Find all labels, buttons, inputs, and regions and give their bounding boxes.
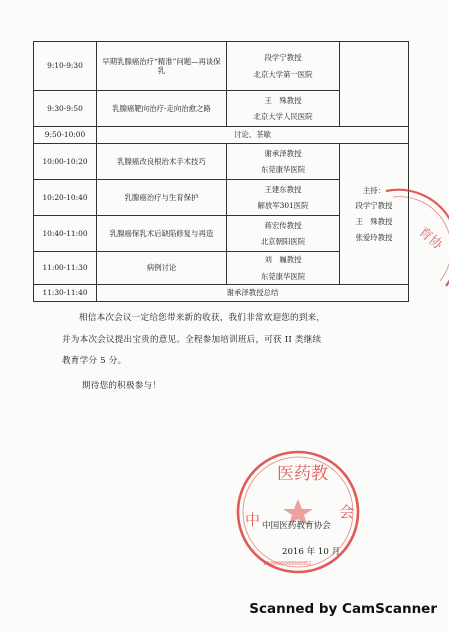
scanner-watermark: Scanned by CamScanner — [249, 601, 437, 617]
table-row — [34, 42, 409, 91]
time-cell: 10:40-11:00 — [34, 216, 97, 252]
organization-seal-stamp — [233, 447, 363, 577]
host-name: 王 殊教授 — [355, 217, 393, 226]
time-cell: 9:30-9:50 — [34, 91, 97, 127]
topic-cell: 乳腺癌改良根治术手术技巧 — [97, 144, 227, 180]
speaker-org: 东莞康华医院 — [260, 271, 306, 281]
table-row — [34, 285, 409, 302]
topic-cell: 乳腺癌保乳术后缺陷修复与再造 — [97, 216, 227, 252]
break-cell: 讨论、茶歇 — [97, 127, 409, 144]
body-text — [62, 308, 402, 397]
host-label: 主持： — [362, 185, 386, 195]
time-cell: 9:10-9:30 — [34, 42, 97, 91]
schedule-table — [33, 41, 409, 302]
table-row — [34, 127, 409, 144]
paragraph-line: 教育学分 5 分。 — [62, 356, 127, 366]
speaker-org: 北京大学第一医院 — [253, 69, 313, 79]
issue-date: 2016 年 10 月 — [282, 547, 341, 557]
speaker-cell — [227, 216, 340, 252]
topic-cell: 乳腺癌治疗与生育保护 — [97, 180, 227, 216]
seal-right-text: 会 — [339, 503, 355, 521]
time-cell: 10:00-10:20 — [34, 144, 97, 180]
seal-number: 1100000000000052 — [263, 561, 312, 567]
time-cell: 9:50-10:00 — [34, 127, 97, 144]
closing-line: 期待您的积极参与！ — [82, 380, 162, 391]
host-name: 张爱玲教授 — [355, 232, 393, 242]
speaker-cell — [227, 144, 340, 180]
speaker-cell — [227, 252, 340, 285]
partial-seal-stamp — [366, 181, 449, 291]
host-name: 段学宁教授 — [355, 201, 393, 211]
time-cell: 11:00-11:30 — [34, 252, 97, 285]
host-empty-cell — [340, 42, 409, 127]
speaker-name: 王建东教授 — [264, 184, 302, 194]
speaker-cell — [227, 180, 340, 216]
speaker-cell — [227, 42, 340, 91]
speaker-name: 王 殊教授 — [264, 95, 302, 105]
seal-top-text: 医药教 — [277, 464, 328, 484]
speaker-org: 解放军301医院 — [257, 201, 309, 210]
speaker-org: 东莞康华医院 — [260, 165, 306, 174]
paragraph-line: 并为本次会议提出宝贵的意见。全程参加培训班后，可获 II 类继续 — [62, 334, 322, 345]
time-cell: 11:30-11:40 — [34, 285, 97, 302]
topic-cell: 早期乳腺癌治疗“精准”问题—再谈保乳 — [97, 42, 227, 91]
topic-cell: 乳腺癌靶向治疗-走向治愈之路 — [97, 91, 227, 127]
summary-cell: 谢承泽教授总结 — [97, 285, 409, 302]
speaker-org: 北京朝阳医院 — [260, 237, 306, 246]
time-cell: 10:20-10:40 — [34, 180, 97, 216]
issuing-organization: 中国医药教育协会 — [262, 521, 331, 531]
paragraph-line: 相信本次会议一定给您带来新的收获，我们非常欢迎您的到来， — [79, 313, 326, 323]
speaker-name: 谢承泽教授 — [264, 148, 302, 158]
speaker-name: 蒋宏传教授 — [264, 220, 302, 230]
speaker-name: 段学宁教授 — [264, 53, 302, 63]
table-row — [34, 144, 409, 180]
topic-cell: 病例讨论 — [97, 252, 227, 285]
speaker-name: 刘 巍教授 — [264, 255, 302, 265]
speaker-org: 北京大学人民医院 — [253, 112, 313, 121]
speaker-cell — [227, 91, 340, 127]
seal-left-text: 中 — [245, 511, 261, 529]
seal-fragment-text: 育协 — [415, 224, 445, 253]
